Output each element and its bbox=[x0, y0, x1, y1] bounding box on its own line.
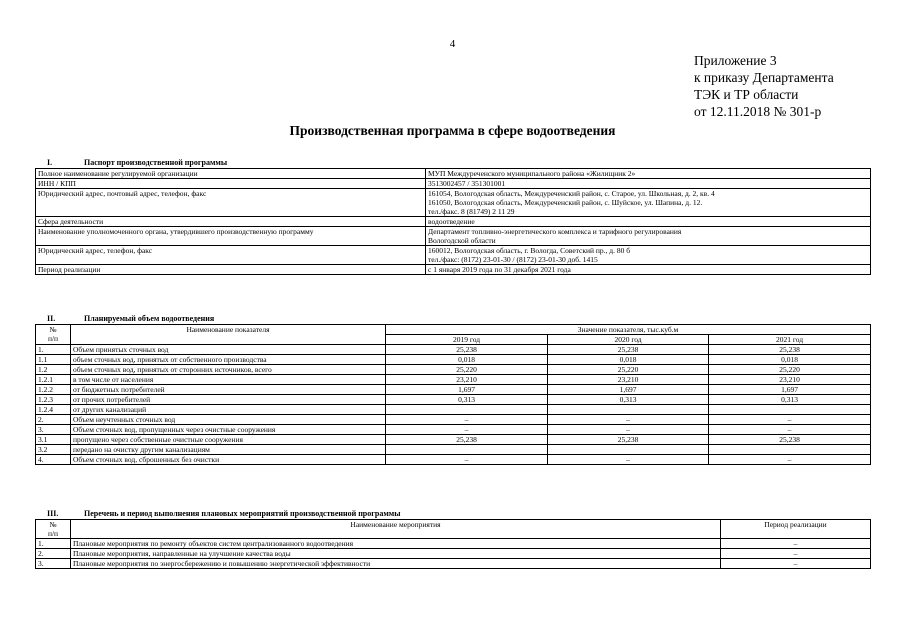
passport-value bbox=[426, 227, 871, 246]
row-number: 1.2.3 bbox=[36, 395, 71, 405]
row-name: передано на очистку другим канализациям bbox=[71, 445, 386, 455]
table-row bbox=[36, 455, 871, 465]
table-row bbox=[36, 246, 871, 265]
appendix-line: Приложение 3 bbox=[694, 53, 777, 68]
table-row bbox=[36, 189, 871, 217]
value-2019: 25,220 bbox=[386, 365, 548, 375]
value-2020: 1,697 bbox=[548, 385, 709, 395]
passport-value: 3513002457 / 351301001 bbox=[426, 179, 871, 189]
measure-name: Плановые мероприятия, направленные на улучшение качества воды bbox=[71, 549, 721, 559]
value-2021: 0,018 bbox=[709, 355, 871, 365]
page-number: 4 bbox=[449, 38, 456, 50]
passport-value bbox=[426, 246, 871, 265]
table-row bbox=[36, 169, 871, 179]
section-title: Перечень и период выполнения плановых мероприятий производственной программы bbox=[84, 509, 401, 518]
column-header-period: Период реализации bbox=[721, 520, 871, 539]
value-2020: 25,238 bbox=[548, 435, 709, 445]
value-2019: 0,018 bbox=[386, 355, 548, 365]
measure-period: – bbox=[721, 549, 871, 559]
value-line: 161054, Вологодская область, Междуреченский район, с. Старое, ул. Школьная, д. 2, кв. 4 bbox=[428, 189, 715, 198]
section-heading bbox=[47, 314, 647, 323]
table-row bbox=[36, 539, 871, 549]
value-line: тел./факс: (8172) 23-01-30 / (8172) 23-01-30 доб. 1415 bbox=[428, 255, 598, 264]
measure-name: Плановые мероприятия по энергосбережению и повышению энергетической эффективности bbox=[71, 559, 721, 569]
row-number: 2. bbox=[36, 415, 71, 425]
table-row bbox=[36, 227, 871, 246]
table-row bbox=[36, 345, 871, 355]
row-name: Объем неучтенных сточных вод bbox=[71, 415, 386, 425]
passport-value: водоотведение bbox=[426, 217, 871, 227]
volume-table bbox=[35, 324, 871, 465]
table-row bbox=[36, 395, 871, 405]
row-name: в том числе от населения bbox=[71, 375, 386, 385]
passport-value: с 1 января 2019 года по 31 декабря 2021 года bbox=[426, 265, 871, 275]
section-heading bbox=[47, 158, 647, 167]
passport-table bbox=[35, 168, 871, 275]
row-number: 3.2 bbox=[36, 445, 71, 455]
value-2021: 25,220 bbox=[709, 365, 871, 375]
row-number: 1. bbox=[36, 345, 71, 355]
value-2020: 0,018 bbox=[548, 355, 709, 365]
value-2021: – bbox=[709, 455, 871, 465]
value-line: тел./факс. 8 (81749) 2 11 29 bbox=[428, 207, 515, 216]
value-2020 bbox=[548, 445, 709, 455]
year-header: 2021 год bbox=[709, 335, 871, 345]
passport-label: Полное наименование регулируемой организации bbox=[36, 169, 426, 179]
table-row bbox=[36, 549, 871, 559]
column-header-value: Значение показателя, тыс.куб.м bbox=[386, 325, 871, 335]
table-row bbox=[36, 355, 871, 365]
value-2019: 25,238 bbox=[386, 435, 548, 445]
value-2020: 25,220 bbox=[548, 365, 709, 375]
value-2021 bbox=[709, 445, 871, 455]
row-name: от прочих потребителей bbox=[71, 395, 386, 405]
passport-value bbox=[426, 189, 871, 217]
table-header-row bbox=[36, 520, 871, 539]
table-row bbox=[36, 179, 871, 189]
row-number: 1.2.1 bbox=[36, 375, 71, 385]
value-2021: – bbox=[709, 415, 871, 425]
row-name: от бюджетных потребителей bbox=[71, 385, 386, 395]
value-2021 bbox=[709, 405, 871, 415]
passport-label: Сфера деятельности bbox=[36, 217, 426, 227]
table-row bbox=[36, 425, 871, 435]
year-header: 2020 год bbox=[548, 335, 709, 345]
passport-label: Юридический адрес, почтовый адрес, телефон, факс bbox=[36, 189, 426, 217]
passport-label: Юридический адрес, телефон, факс bbox=[36, 246, 426, 265]
row-number: 1.2 bbox=[36, 365, 71, 375]
section-title: Планируемый объем водоотведения bbox=[84, 314, 215, 323]
value-2020: 25,238 bbox=[548, 345, 709, 355]
section-number: II. bbox=[47, 314, 56, 323]
value-2021: 25,238 bbox=[709, 435, 871, 445]
value-line: Вологодской области bbox=[428, 236, 496, 245]
row-name: Объем принятых сточных вод bbox=[71, 345, 386, 355]
value-2020: 23,210 bbox=[548, 375, 709, 385]
value-2020: – bbox=[548, 455, 709, 465]
value-line: Департамент топливно-энергетического комплекса и тарифного регулирования bbox=[428, 227, 682, 236]
table-row bbox=[36, 385, 871, 395]
appendix-block bbox=[694, 52, 834, 120]
row-name: от других канализаций bbox=[71, 405, 386, 415]
value-2019: – bbox=[386, 425, 548, 435]
value-line: 160012, Вологодская область, г. Вологда, Советский пр., д. 80 б bbox=[428, 246, 631, 255]
value-2019 bbox=[386, 445, 548, 455]
value-2019: – bbox=[386, 415, 548, 425]
table-row bbox=[36, 265, 871, 275]
row-name: Объем сточных вод, пропущенных через очистные сооружения bbox=[71, 425, 386, 435]
passport-label: ИНН / КПП bbox=[36, 179, 426, 189]
value-2019: – bbox=[386, 455, 548, 465]
value-2021: 1,697 bbox=[709, 385, 871, 395]
table-row bbox=[36, 559, 871, 569]
value-2021: 23,210 bbox=[709, 375, 871, 385]
measures-table bbox=[35, 519, 871, 569]
column-header-name: Наименование показателя bbox=[71, 325, 386, 345]
row-number: 1. bbox=[36, 539, 71, 549]
row-number: 1.1 bbox=[36, 355, 71, 365]
value-2019 bbox=[386, 405, 548, 415]
table-header-row bbox=[36, 325, 871, 335]
document-title: Производственная программа в сфере водоотведения bbox=[289, 123, 616, 138]
value-line: 161050, Вологодская область, Междуреченский район, с. Шуйское, ул. Шапина, д. 12. bbox=[428, 198, 703, 207]
measure-period: – bbox=[721, 539, 871, 549]
row-name: объем сточных вод, принятых от собственного производства bbox=[71, 355, 386, 365]
row-number: 3. bbox=[36, 425, 71, 435]
section-title: Паспорт производственной программы bbox=[84, 158, 228, 167]
value-2020: 0,313 bbox=[548, 395, 709, 405]
value-2020 bbox=[548, 405, 709, 415]
row-number: 4. bbox=[36, 455, 71, 465]
value-2020: – bbox=[548, 415, 709, 425]
row-name: Объем сточных вод, сброшенных без очистки bbox=[71, 455, 386, 465]
column-header-name: Наименование мероприятия bbox=[71, 520, 721, 539]
table-row bbox=[36, 375, 871, 385]
value-2021: 25,238 bbox=[709, 345, 871, 355]
measure-name: Плановые мероприятия по ремонту объектов систем централизованного водоотведения bbox=[71, 539, 721, 549]
value-2019: 0,313 bbox=[386, 395, 548, 405]
value-2020: – bbox=[548, 425, 709, 435]
appendix-line: от 12.11.2018 № 301-р bbox=[694, 104, 822, 119]
value-2019: 25,238 bbox=[386, 345, 548, 355]
year-header: 2019 год bbox=[386, 335, 548, 345]
section-number: I. bbox=[47, 158, 53, 167]
passport-label: Период реализации bbox=[36, 265, 426, 275]
value-2019: 23,210 bbox=[386, 375, 548, 385]
row-name: объем сточных вод, принятых от сторонних источников, всего bbox=[71, 365, 386, 375]
column-header-number: № п/п bbox=[36, 325, 71, 345]
row-number: 3.1 bbox=[36, 435, 71, 445]
table-row bbox=[36, 365, 871, 375]
appendix-line: ТЭК и ТР области bbox=[694, 87, 799, 102]
passport-value: МУП Междуреченского муниципального района «Жилищник 2» bbox=[426, 169, 871, 179]
value-2021: – bbox=[709, 425, 871, 435]
table-row bbox=[36, 445, 871, 455]
column-header-number: № п/п bbox=[36, 520, 71, 539]
table-row bbox=[36, 435, 871, 445]
row-number: 3. bbox=[36, 559, 71, 569]
table-row bbox=[36, 415, 871, 425]
section-heading bbox=[47, 509, 747, 518]
measure-period: – bbox=[721, 559, 871, 569]
row-number: 1.2.2 bbox=[36, 385, 71, 395]
appendix-line: к приказу Департамента bbox=[694, 70, 834, 85]
row-number: 2. bbox=[36, 549, 71, 559]
passport-label: Наименование уполномоченного органа, утвердившего производственную программу bbox=[36, 227, 426, 246]
value-2021: 0,313 bbox=[709, 395, 871, 405]
section-number: III. bbox=[47, 509, 59, 518]
table-row bbox=[36, 405, 871, 415]
value-2019: 1,697 bbox=[386, 385, 548, 395]
table-row bbox=[36, 217, 871, 227]
row-name: пропущено через собственные очистные сооружения bbox=[71, 435, 386, 445]
row-number: 1.2.4 bbox=[36, 405, 71, 415]
